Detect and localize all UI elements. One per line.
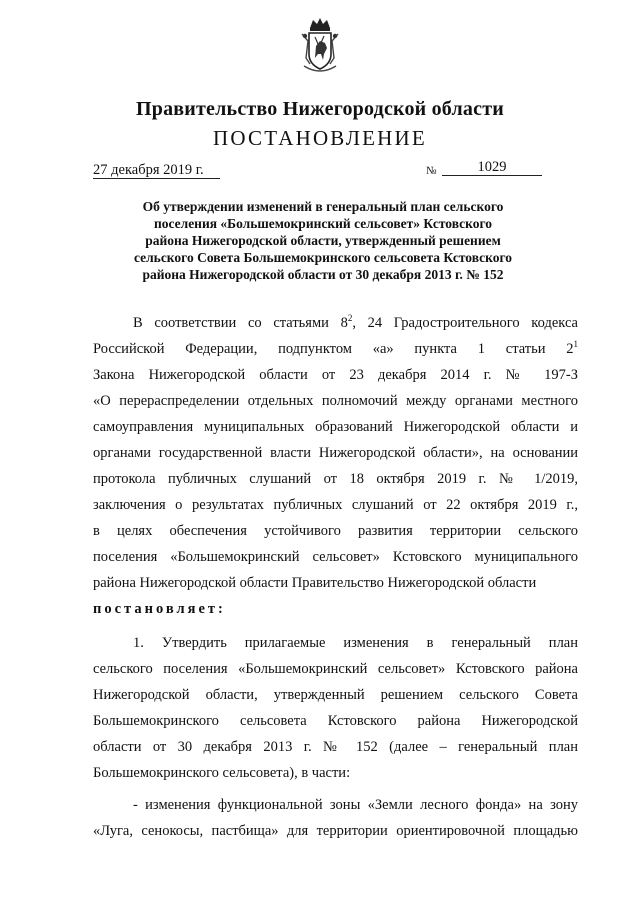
paragraph-item-1-detail [93,792,578,844]
body-line: района Нижегородской области Правительство Нижегородской области [93,575,537,591]
document-body [93,310,578,844]
body-line: Закона Нижегородской области от 23 декабря 2014 г. № 197-З [93,367,578,383]
subject-line: Об утверждении изменений в генеральный план сельского [142,199,504,214]
number-sign: № [426,165,437,177]
body-line: «Луга, сенокосы, пастбища» для территории ориентировочной площадью [93,823,578,839]
subject-line: поселения «Большемокринский сельсовет» Кстовского [153,216,493,231]
document-subject [118,198,528,283]
body-line: в целях обеспечения устойчивого развития территории сельского [93,523,578,539]
subject-line: района Нижегородской области от 30 декабря 2013 г. № 152 [142,267,504,282]
paragraph-preamble [93,310,578,596]
body-line: области от 30 декабря 2013 г. № 152 (далее – генеральный план [93,739,578,755]
paragraph-item-1 [93,630,578,786]
body-line: В соответствии со статьями $8^2$, 24 Градостроительного кодекса [133,313,578,331]
body-line: протокола публичных слушаний от 18 октября 2019 г. № 1/2019, [93,471,578,487]
coat-of-arms-icon [296,14,344,78]
document-number: 1029 [442,159,542,176]
body-line: Нижегородской области, утвержденный решением сельского Совета [93,687,578,703]
government-title: Правительство Нижегородской области [136,98,504,120]
body-line: Большемокринского сельсовета), в части: [93,765,351,781]
resolves-word: постановляет: [93,601,226,617]
body-line: «О перераспределении отдельных полномочий между органами местного [93,393,578,409]
subject-line: сельского Совета Большемокринского сельсовета Кстовского [133,250,513,265]
body-line: сельского поселения «Большемокринский сельсовет» Кстовского района [93,661,578,677]
subject-line: района Нижегородской области, утвержденный решением [145,233,501,248]
body-line: органами государственной власти Нижегородской области», на основании [93,445,578,461]
body-line: самоуправления муниципальных образований Нижегородской области и [93,419,578,435]
body-line: - изменения функциональной зоны «Земли лесного фонда» на зону [133,797,578,813]
body-line: поселения «Большемокринский сельсовет» Кстовского муниципального [93,549,578,565]
document-type: ПОСТАНОВЛЕНИЕ [213,126,427,150]
body-line: Большемокринского сельсовета Кстовского района Нижегородской [93,713,578,729]
body-line: заключения о результатах публичных слушаний от 22 октября 2019 г., [93,497,578,513]
body-line: 1. Утвердить прилагаемые изменения в генеральный план [133,635,578,651]
document-date: 27 декабря 2019 г. [93,162,220,179]
body-line: Российской Федерации, подпунктом «а» пункта 1 статьи $2^1$ [93,339,578,357]
